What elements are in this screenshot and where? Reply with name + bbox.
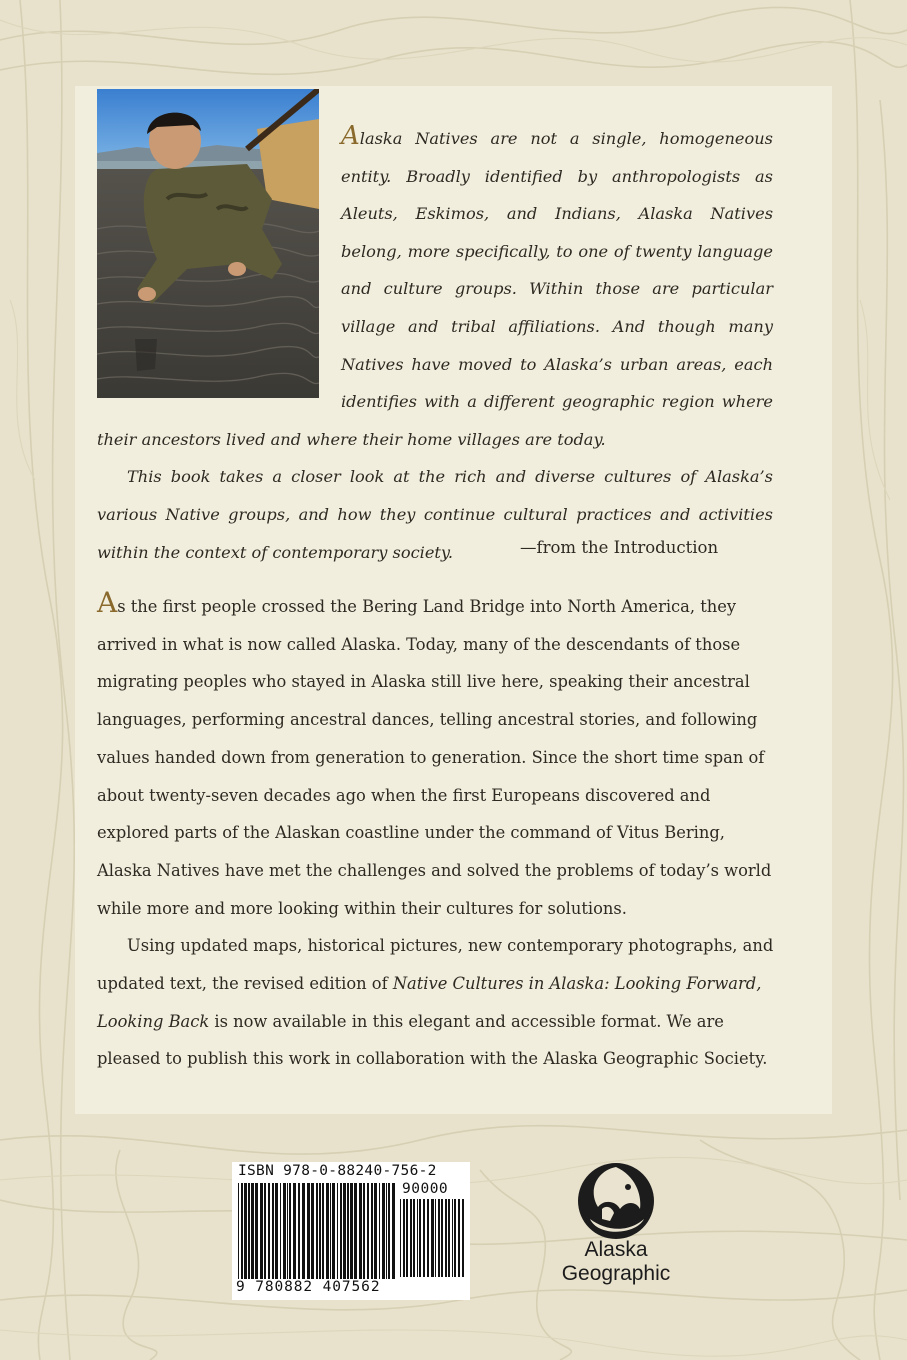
barcode-bar bbox=[427, 1199, 429, 1277]
book-description bbox=[97, 588, 777, 1078]
barcode-bar bbox=[326, 1183, 329, 1279]
barcode-bar bbox=[343, 1183, 346, 1279]
barcode-bar bbox=[417, 1199, 418, 1277]
barcode-bar bbox=[379, 1183, 380, 1279]
intro-quote bbox=[97, 120, 773, 571]
barcode-bar bbox=[298, 1183, 300, 1279]
barcode-bar bbox=[350, 1183, 353, 1279]
addon-barcode-bars bbox=[400, 1199, 466, 1277]
barcode-bar bbox=[319, 1183, 321, 1279]
description-dropcap: A bbox=[97, 586, 118, 619]
barcode-bar bbox=[435, 1199, 436, 1277]
barcode-bar bbox=[293, 1183, 296, 1279]
barcode-bar bbox=[374, 1183, 377, 1279]
barcode-bar bbox=[441, 1199, 443, 1277]
barcode-bar bbox=[244, 1183, 247, 1279]
description-paragraph-1 bbox=[97, 588, 777, 927]
barcode-bar bbox=[251, 1183, 254, 1279]
barcode-bar bbox=[382, 1183, 385, 1279]
barcode-bar bbox=[347, 1183, 349, 1279]
book-title: Native Cultures in Alaska: Looking Forward, Looking Back bbox=[97, 974, 762, 1031]
barcode-bar bbox=[337, 1183, 338, 1279]
barcode-bar bbox=[307, 1183, 310, 1279]
barcode-bar bbox=[302, 1183, 305, 1279]
barcode-bar bbox=[438, 1199, 440, 1277]
barcode-bar bbox=[264, 1183, 266, 1279]
intro-paragraph-1-text: laska Natives are not a single, homogeneous entity. Broadly identified by anthropologists as Aleuts, Eskimos, and Indians, Alaska Natives belong, more specifically, to one of twenty language and culture groups. Within those are particular village and tribal affiliations. And though many Natives have moved to Alaska’s urban areas, each identifies with a different geographic region where their ancestors lived and where their home villages are today. bbox=[97, 129, 773, 449]
publisher-name-line-1: Alaska bbox=[584, 1238, 648, 1261]
isbn-label: ISBN 978-0-88240-756-2 bbox=[238, 1163, 437, 1179]
barcode-bar bbox=[275, 1183, 278, 1279]
barcode-bar bbox=[413, 1199, 415, 1277]
alaska-geographic-logo-icon bbox=[576, 1161, 656, 1241]
barcode-bar bbox=[268, 1183, 270, 1279]
barcode-bar bbox=[280, 1183, 281, 1279]
price-addon-number: 90000 bbox=[402, 1181, 449, 1197]
barcode-bar bbox=[340, 1183, 342, 1279]
description-paragraph-2-end: is now available in this elegant and accessible format. We are pleased to publish this work in collaboration with the Alaska Geographic Society. bbox=[97, 1011, 768, 1069]
barcode-bar bbox=[419, 1199, 421, 1277]
publisher-name-line-2: Geographic bbox=[561, 1262, 671, 1285]
barcode-bar bbox=[332, 1183, 335, 1279]
barcode-bar bbox=[392, 1183, 395, 1279]
barcode-bar bbox=[272, 1183, 274, 1279]
description-paragraph-2-start: Using updated maps, historical pictures, new contemporary photographs, and updated text, the revised edition of bbox=[97, 936, 774, 994]
barcode-bar bbox=[241, 1183, 243, 1279]
barcode-bar bbox=[363, 1183, 365, 1279]
barcode-bar bbox=[423, 1199, 425, 1277]
barcode-bar bbox=[238, 1183, 239, 1279]
barcode-bar bbox=[287, 1183, 288, 1279]
barcode-bar bbox=[452, 1199, 453, 1277]
intro-attribution: —from the Introduction bbox=[520, 538, 719, 557]
barcode-bar bbox=[283, 1183, 286, 1279]
barcode-bar bbox=[403, 1199, 405, 1277]
ean-barcode-bars bbox=[238, 1183, 396, 1279]
barcode-bar bbox=[454, 1199, 456, 1277]
intro-dropcap: A bbox=[341, 121, 360, 151]
ean-number: 9 780882 407562 bbox=[236, 1279, 381, 1295]
barcode-bar bbox=[367, 1183, 369, 1279]
barcode-bar bbox=[260, 1183, 263, 1279]
barcode-bar bbox=[330, 1183, 331, 1279]
barcode-bar bbox=[316, 1183, 318, 1279]
publisher-name bbox=[552, 1238, 680, 1286]
barcode-bar bbox=[248, 1183, 250, 1279]
barcode-bar bbox=[255, 1183, 258, 1279]
barcode-bar bbox=[354, 1183, 357, 1279]
barcode-bar bbox=[386, 1183, 387, 1279]
barcode-bar bbox=[462, 1199, 464, 1277]
intro-paragraph-2: This book takes a closer look at the rich and diverse cultures of Alaska’s various Native groups, and how they continue cultural practices and activities within the context of contemporary society. bbox=[97, 467, 773, 562]
barcode-bar bbox=[322, 1183, 324, 1279]
description-paragraph-2 bbox=[97, 927, 777, 1078]
barcode-bar bbox=[458, 1199, 460, 1277]
barcode-bar bbox=[371, 1183, 373, 1279]
barcode-bar bbox=[359, 1183, 362, 1279]
barcode-bar bbox=[400, 1199, 401, 1277]
barcode-bar bbox=[448, 1199, 450, 1277]
description-paragraph-1-text: s the first people crossed the Bering Land Bridge into North America, they arrived in what is now called Alaska. Today, many of the descendants of those migrating peoples who stayed in Alaska still live here, speaking their ancestral languages, performing ancestral dances, telling ancestral stories, and following values handed down from generation to generation. Since the short time span of about twenty-seven decades ago when the first Europeans discovered and explored parts of the Alaskan coastline under the command of Vitus Bering, Alaska Natives have met the challenges and solved the problems of today’s world while more and more looking within their cultures for solutions. bbox=[97, 597, 772, 918]
barcode-bar bbox=[406, 1199, 408, 1277]
barcode-bar bbox=[289, 1183, 291, 1279]
barcode-bar bbox=[431, 1199, 434, 1277]
barcode-bar bbox=[388, 1183, 390, 1279]
barcode-bar bbox=[410, 1199, 412, 1277]
barcode-bar bbox=[445, 1199, 447, 1277]
barcode-bar bbox=[311, 1183, 314, 1279]
